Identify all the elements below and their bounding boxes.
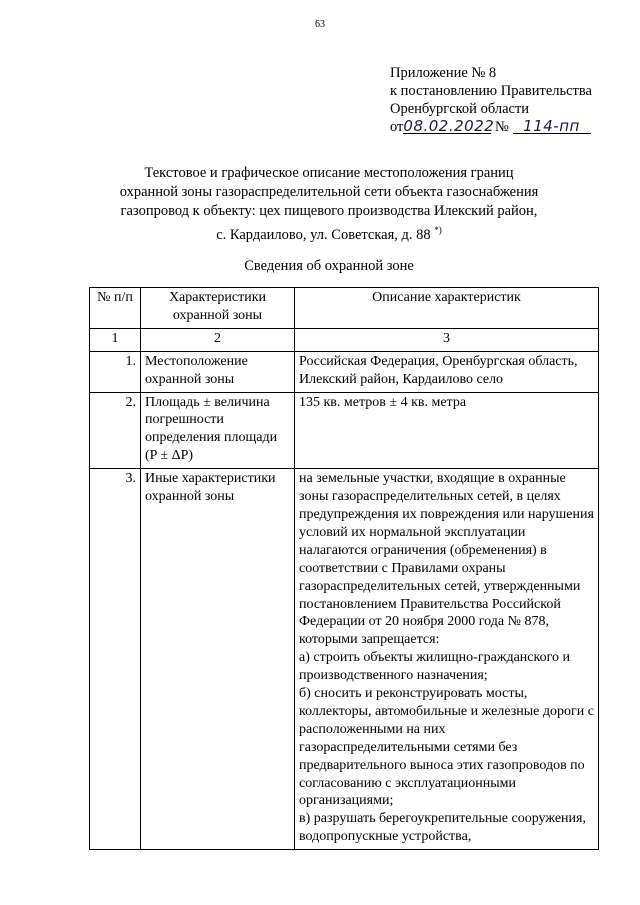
- column-number: 3: [295, 328, 599, 351]
- row-description: [295, 469, 599, 850]
- table-row: [90, 469, 599, 850]
- row-description: [295, 392, 599, 469]
- title-line-3: газопровод к объекту: цех пищевого производства Илекский район,: [120, 203, 538, 219]
- row-number: 1.: [90, 351, 141, 392]
- footnote-mark: *): [434, 225, 442, 235]
- date-prefix: от: [390, 119, 404, 135]
- appendix-line-3: Оренбургской области: [390, 101, 530, 117]
- appendix-line-2: к постановлению Правительства: [390, 83, 592, 99]
- description-paragraph: в) разрушать берегоукрепительные сооружения, водопропускные устройства,: [299, 811, 586, 845]
- page-number: 63: [315, 19, 325, 30]
- handwritten-date: 08.02.2022: [403, 117, 495, 135]
- appendix-date-line: [390, 118, 630, 136]
- section-title: Сведения об охранной зоне: [244, 258, 414, 274]
- row-number: 3.: [90, 469, 141, 850]
- description-paragraph: б) сносить и реконструировать мосты, коллекторы, автомобильные и железные дороги с расположенными на них газораспределительными сетями без предварительного выноса этих газопроводов по согласованию с эксплуатационными организациями;: [299, 686, 594, 809]
- appendix-title: Приложение № 8: [390, 65, 497, 81]
- row-characteristic: Иные характеристики охранной зоны: [141, 469, 295, 850]
- table-header-row: [90, 288, 599, 329]
- description-paragraph: на земельные участки, входящие в охранные зоны газораспределительных сетей, в целях предупреждения их повреждения или нарушения условий их нормальной эксплуатации налагаются ограничения (обременения) в соответствии с Правилами охраны газораспределительных сетей, утвержденными постановлением Правительства Российской Федерации от 20 ноября 2000 года № 878, которыми запрещается:: [299, 471, 594, 648]
- header-num: № п/п: [90, 288, 141, 329]
- description-paragraph: 135 кв. метров ± 4 кв. метра: [299, 394, 467, 410]
- row-description: [295, 351, 599, 392]
- description-paragraph: а) строить объекты жилищно-гражданского и производственного назначения;: [299, 650, 570, 684]
- column-number: 2: [141, 328, 295, 351]
- row-number: 2.: [90, 392, 141, 469]
- title-line-1: Текстовое и графическое описание местоположения границ: [144, 165, 514, 181]
- column-number: 1: [90, 328, 141, 351]
- appendix-block: [390, 64, 630, 136]
- title-line-4-text: с. Кардаилово, ул. Советская, д. 88: [216, 226, 431, 243]
- title-line-2: охранной зоны газораспределительной сети объекта газоснабжения: [119, 184, 539, 200]
- protection-zone-table: [89, 287, 599, 850]
- header-characteristic: Характеристики охранной зоны: [141, 288, 295, 329]
- column-number-row: [90, 328, 599, 351]
- header-description: Описание характеристик: [295, 288, 599, 329]
- row-characteristic: Местоположение охранной зоны: [141, 351, 295, 392]
- number-prefix: №: [495, 119, 509, 135]
- row-characteristic: Площадь ± величина погрешности определения площади (P ± ΔP): [141, 392, 295, 469]
- document-title: [60, 164, 598, 245]
- title-line-4: [60, 221, 598, 245]
- table-row: [90, 392, 599, 469]
- handwritten-number: 114-пп: [513, 119, 591, 134]
- description-paragraph: Российская Федерация, Оренбургская область, Илекский район, Кардаилово село: [299, 353, 578, 387]
- table-row: [90, 351, 599, 392]
